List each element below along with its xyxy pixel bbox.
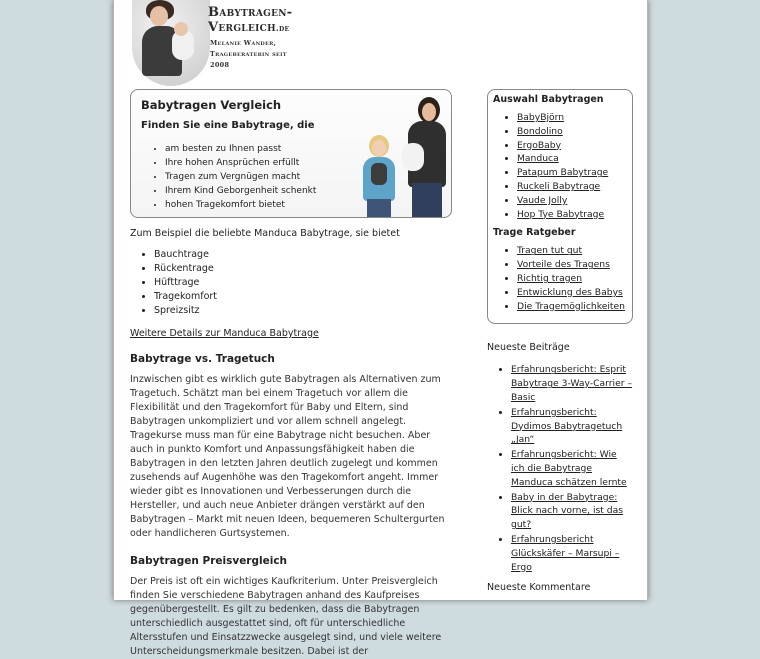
list-item: • Hüfttrage: [154, 276, 452, 290]
sidebar: [487, 89, 633, 593]
logo-photo[interactable]: [132, 0, 210, 86]
list-item: • Rückentrage: [154, 262, 452, 276]
sidebar-item-ruckeli[interactable]: Ruckeli Babytrage: [517, 180, 601, 192]
section-title-babytrage-vs-tragetuch: Babytrage vs. Tragetuch: [130, 353, 275, 365]
list-item: • Ihre hohen Ansprüchen erfüllt: [165, 156, 316, 170]
intro-subtitle: Finden Sie eine Babytrage, die: [141, 120, 315, 131]
list-item: • Tragekomfort: [154, 290, 452, 304]
sidebar-item-tragen-tut-gut[interactable]: Tragen tut gut: [517, 245, 583, 257]
list-item: • am besten zu Ihnen passt: [165, 142, 316, 156]
section-text-babytrage-vs-tragetuch: Inzwischen gibt es wirklich gute Babytragen als Alternativen zum Tragetuch. Schätzt man bei einem Tragetuch vor allem die Flexibilität und den Tragekomfort für Baby und Eltern, sind Babytragen unkompliziert und vor allem schnell angelegt. Tragekurse muss man für eine Babytrage nicht besuchen. Aber auch in punkto Komfort und Anpassungsfähigkeit haben die Babytragen in den letzten Jahren deutlich zugelegt und kommen zusehends auf Augenhöhe was den Tragekomfort angeht. Immer wieder gibt es Innovationen und Verbesserungen durch die Hersteller, und auch neue Anbieter drängen verstärkt auf den Babytragen – Markt mit neuen Ideen, bequemeren Schultergurten oder handlicheren Gurtsystemen.: [130, 374, 445, 539]
sidebar-heading-selection: Auswahl Babytragen: [493, 94, 604, 105]
sidebar-item-manduca[interactable]: Manduca: [517, 153, 559, 165]
site-logo-text[interactable]: [208, 5, 438, 36]
recent-comments-heading: Neueste Kommentare: [487, 582, 591, 594]
recent-post-link[interactable]: Erfahrungsbericht Glückskäfer – Marsupi – Ergo: [511, 533, 620, 573]
sidebar-item-hop-tye[interactable]: Hop Tye Babytrage: [517, 208, 605, 220]
author-tagline: [210, 38, 330, 71]
sidebar-nav-box: [487, 89, 633, 324]
intro-title: Babytragen Vergleich: [141, 98, 282, 112]
section-text-preisvergleich: Der Preis ist oft ein wichtiges Kaufkriterium. Unter Preisvergleich finden Sie verschiedene Babytragen anhand des Kaufpreises gegenübergestellt. Es gilt zu bedenken, dass die Babytragen unterschiedlich ausgestattet sind, oft für unterschiedliche Altersstufen und Einsatzzwecke ausgelegt sind, und viele weitere Unterscheidungsmerkmale besitzen. Dabei ist der: [130, 576, 442, 657]
page-container: [113, 0, 648, 657]
sidebar-heading-guide: Trage Ratgeber: [493, 227, 576, 239]
list-item: • Spreizsitz: [154, 304, 452, 318]
brand-tld: .de: [275, 23, 290, 33]
sidebar-item-vaude-jolly[interactable]: Vaude Jolly: [517, 194, 568, 206]
sidebar-item-patapum[interactable]: Patapum Babytrage: [517, 167, 609, 179]
sidebar-item-babybjorn[interactable]: BabyBjörn: [517, 112, 565, 123]
main-content: [130, 89, 452, 659]
selection-list: [493, 111, 628, 221]
example-intro-text: Zum Beispiel die beliebte Manduca Babytrage, sie bietet: [130, 228, 400, 239]
recent-post-link[interactable]: Erfahrungsbericht: Dydimos Babytragetuch „Jan“: [511, 406, 623, 446]
sidebar-item-bondolino[interactable]: Bondolino: [517, 125, 563, 137]
list-item: • hohen Tragekomfort bietet: [165, 198, 316, 212]
recent-post-link[interactable]: Erfahrungsbericht: Wie ich die Babytrage Manduca schätzen lernte: [511, 449, 627, 488]
intro-bullet-list: [153, 142, 316, 212]
sidebar-item-richtig-tragen[interactable]: Richtig tragen: [517, 272, 583, 284]
list-item: • Tragen zum Vergnügen macht: [165, 170, 316, 184]
sidebar-item-tragemoeglichkeiten[interactable]: Die Tragemöglichkeiten: [517, 300, 626, 312]
section-title-preisvergleich: Babytragen Preisvergleich: [130, 555, 288, 567]
manduca-details-link[interactable]: Weitere Details zur Manduca Babytrage: [130, 328, 319, 339]
author-line-1: Melanie Wander,: [210, 39, 277, 47]
list-item: • Bauchtrage: [154, 248, 452, 262]
site-header: [132, 0, 432, 88]
recent-post-link[interactable]: Baby in der Babytrage: Blick nach vorne, ist das gut?: [511, 491, 624, 531]
brand-line2: Vergleich: [208, 20, 276, 35]
sidebar-item-ergobaby[interactable]: ErgoBaby: [517, 139, 562, 151]
recent-post-link[interactable]: Erfahrungsbericht: Esprit Babytrage 3-Way-Carrier – Basic: [511, 364, 633, 403]
author-line-2: Trageberaterin seit: [210, 50, 287, 58]
list-item: • Ihrem Kind Geborgenheit schenkt: [165, 184, 316, 198]
recent-posts-heading: Neueste Beiträge: [487, 342, 570, 354]
author-line-3: 2008: [210, 61, 230, 69]
guide-list: [493, 244, 628, 313]
intro-box: [130, 89, 452, 218]
sidebar-item-entwicklung[interactable]: Entwicklung des Babys: [517, 286, 623, 298]
recent-posts-list: [487, 363, 633, 574]
feature-list: [130, 248, 452, 318]
sidebar-item-vorteile[interactable]: Vorteile des Tragens: [517, 259, 610, 271]
family-photo: [345, 91, 451, 217]
brand-line1: Babytragen-: [208, 5, 293, 20]
